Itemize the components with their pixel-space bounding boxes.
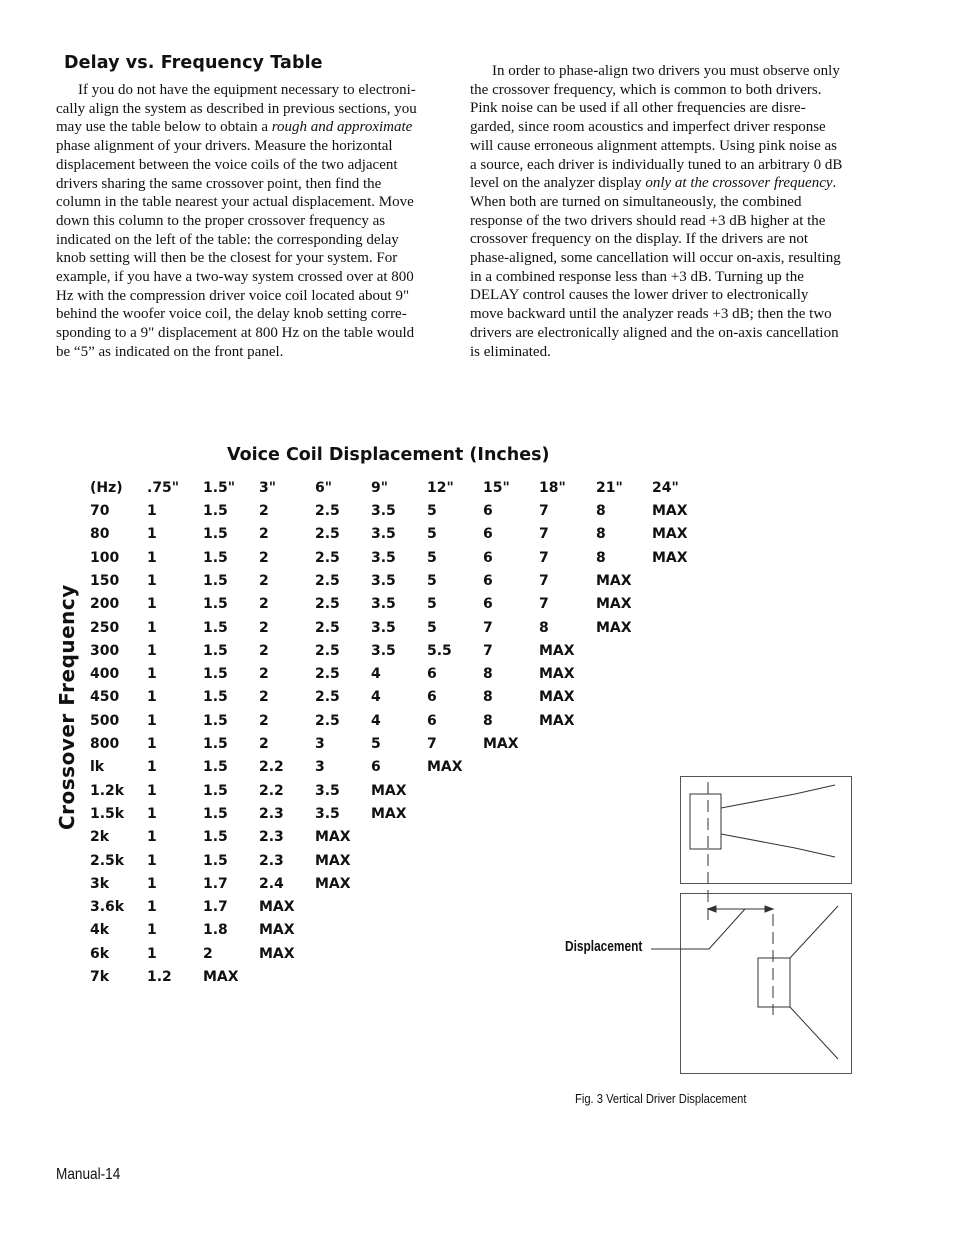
right-paragraph-line: garded, since room acoustics and imperfect driver response <box>470 119 826 136</box>
left-paragraph-line: may use the table below to obtain a rough and approximate <box>56 119 413 136</box>
delay-cell: 1 <box>147 782 157 799</box>
delay-cell: 3.5 <box>371 526 396 543</box>
delay-cell: 7 <box>427 736 437 752</box>
delay-cell: 2.3 <box>259 852 284 869</box>
right-paragraph-line: crossover frequency on the display. If the drivers are not <box>470 231 809 248</box>
delay-cell: 1.5 <box>203 852 228 869</box>
delay-cell: 1.5 <box>203 549 228 566</box>
delay-cell: 1.8 <box>203 922 228 939</box>
delay-cell: 2.3 <box>259 829 284 846</box>
left-paragraph-line: drivers sharing the same crossover point, then find the <box>56 175 382 192</box>
frequency-cell: (Hz) <box>90 480 123 496</box>
delay-cell: 7 <box>539 503 549 519</box>
right-paragraph-line: move backward until the analyzer reads +3 dB; then the two <box>470 306 832 323</box>
right-paragraph-line: will cause erroneous alignment attempts. Using pink noise as <box>470 137 838 154</box>
delay-cell: 1.7 <box>203 899 228 916</box>
delay-cell: 8 <box>596 503 606 519</box>
frequency-cell: 500 <box>90 712 120 729</box>
delay-cell: 15" <box>483 480 510 496</box>
frequency-cell: 2.5k <box>90 852 125 869</box>
delay-cell: MAX <box>539 689 575 706</box>
delay-cell: 1 <box>147 666 157 683</box>
delay-cell: MAX <box>427 759 463 776</box>
frequency-cell: 1.2k <box>90 782 125 799</box>
delay-cell: 2.2 <box>259 759 284 776</box>
delay-cell: 1.5 <box>203 503 228 519</box>
right-paragraph-line: When both are turned on simultaneously, the combined <box>470 193 802 210</box>
delay-cell: 2 <box>259 712 269 729</box>
delay-cell: 6 <box>427 689 437 706</box>
figure-top-panel <box>680 776 852 884</box>
delay-cell: 1 <box>147 619 157 636</box>
right-paragraph-line: response of the two drivers should read +3 dB higher at the <box>470 212 826 229</box>
delay-cell: 5 <box>427 526 437 543</box>
delay-cell: 1.5 <box>203 666 228 683</box>
delay-cell: 2 <box>259 619 269 636</box>
delay-cell: 1 <box>147 736 157 752</box>
delay-cell: 2.5 <box>315 666 340 683</box>
delay-cell: MAX <box>596 572 632 589</box>
right-paragraph-line: is eliminated. <box>470 343 551 360</box>
delay-cell: 1.5 <box>203 805 228 822</box>
frequency-cell: 200 <box>90 596 120 613</box>
delay-cell: 1.5 <box>203 829 228 846</box>
delay-cell: MAX <box>539 642 575 659</box>
delay-cell: 3.5 <box>371 549 396 566</box>
delay-cell: 6 <box>483 503 493 519</box>
right-paragraph-line: level on the analyzer display only at the crossover frequency. <box>470 175 837 192</box>
delay-cell: 2.2 <box>259 782 284 799</box>
delay-cell: 6 <box>371 759 381 776</box>
delay-cell: 1.5 <box>203 782 228 799</box>
delay-cell: 2 <box>259 689 269 706</box>
left-paragraph-line: If you do not have the equipment necessary to electroni- <box>78 82 416 98</box>
delay-cell: 5 <box>427 549 437 566</box>
delay-cell: MAX <box>371 805 407 822</box>
delay-cell: 1 <box>147 922 157 939</box>
delay-cell: MAX <box>259 922 295 939</box>
right-paragraph-line: phase-aligned, some cancellation will occur on-axis, resulting <box>470 250 841 267</box>
delay-cell: 2.5 <box>315 596 340 613</box>
delay-cell: 3.5 <box>371 619 396 636</box>
delay-cell: 6 <box>483 549 493 566</box>
delay-cell: 1.5 <box>203 619 228 636</box>
frequency-cell: lk <box>90 759 105 776</box>
delay-cell: 1 <box>147 549 157 566</box>
frequency-cell: 7k <box>90 969 110 985</box>
delay-cell: 6 <box>427 666 437 683</box>
delay-cell: 2.5 <box>315 526 340 543</box>
left-paragraph-line: be “5” as indicated on the front panel. <box>56 343 284 360</box>
delay-cell: 5 <box>427 619 437 636</box>
delay-cell: MAX <box>259 945 295 962</box>
delay-cell: 3.5 <box>315 805 340 822</box>
delay-cell: 3.5 <box>371 642 396 659</box>
right-paragraph-line: Pink noise can be used if all other frequencies are disre- <box>470 100 806 117</box>
left-column-text <box>56 81 440 362</box>
delay-cell: MAX <box>203 969 239 985</box>
frequency-cell: 1.5k <box>90 805 125 822</box>
frequency-cell: 300 <box>90 642 120 659</box>
delay-cell: 2 <box>259 549 269 566</box>
delay-cell: 4 <box>371 689 381 706</box>
delay-cell: MAX <box>596 619 632 636</box>
delay-cell: 1 <box>147 642 157 659</box>
delay-cell: 5 <box>371 736 381 752</box>
delay-cell: 1.5 <box>203 712 228 729</box>
delay-cell: 3 <box>315 736 325 752</box>
delay-cell: 1 <box>147 689 157 706</box>
frequency-cell: 4k <box>90 922 110 939</box>
axis-label-crossover-frequency: Crossover Frequency <box>55 584 79 830</box>
delay-cell: 1.5 <box>203 596 228 613</box>
delay-cell: 2.5 <box>315 712 340 729</box>
delay-cell: 1.2 <box>147 969 172 985</box>
delay-cell: 1.5 <box>203 736 228 752</box>
delay-cell: 1 <box>147 526 157 543</box>
delay-cell: 2.5 <box>315 619 340 636</box>
delay-cell: 2.5 <box>315 503 340 519</box>
left-paragraph-line: cally align the system as described in previous sections, you <box>56 100 417 117</box>
delay-cell: 8 <box>596 526 606 543</box>
delay-cell: MAX <box>652 549 688 566</box>
delay-cell: MAX <box>652 526 688 543</box>
delay-cell: 2 <box>259 503 269 519</box>
delay-cell: 3" <box>259 480 277 496</box>
delay-cell: 1 <box>147 759 157 776</box>
frequency-cell: 3k <box>90 875 110 892</box>
left-paragraph-line: down this column to the proper crossover frequency as <box>56 212 386 229</box>
delay-cell: 1 <box>147 503 157 519</box>
delay-cell: MAX <box>652 503 688 519</box>
left-paragraph-line: displacement between the voice coils of the two adjacent <box>56 156 398 173</box>
figure-bottom-panel <box>680 893 852 1074</box>
delay-cell: 12" <box>427 480 454 496</box>
frequency-cell: 80 <box>90 526 110 543</box>
right-paragraph-line: drivers are electronically aligned and the on-axis cancellation <box>470 324 839 341</box>
delay-cell: 8 <box>539 619 549 636</box>
delay-cell: 8 <box>483 689 493 706</box>
delay-cell: 21" <box>596 480 623 496</box>
delay-cell: 3.5 <box>371 596 396 613</box>
left-paragraph-line: sponding to a 9" displacement at 800 Hz on the table would <box>56 325 415 342</box>
delay-cell: 2 <box>203 945 213 962</box>
delay-cell: MAX <box>315 829 351 846</box>
delay-cell: 2 <box>259 526 269 543</box>
section-heading: Delay vs. Frequency Table <box>64 53 323 73</box>
delay-cell: 1 <box>147 945 157 962</box>
frequency-cell: 150 <box>90 572 120 589</box>
frequency-cell: 2k <box>90 829 110 846</box>
delay-cell: 3 <box>315 759 325 776</box>
delay-cell: 1 <box>147 899 157 916</box>
frequency-cell: 3.6k <box>90 899 125 916</box>
delay-cell: 5 <box>427 503 437 519</box>
delay-cell: 6 <box>483 572 493 589</box>
delay-cell: 9" <box>371 480 389 496</box>
delay-cell: 18" <box>539 480 566 496</box>
delay-cell: 1.5 <box>203 759 228 776</box>
delay-cell: 7 <box>539 572 549 589</box>
delay-cell: 7 <box>539 526 549 543</box>
delay-cell: 5 <box>427 596 437 613</box>
delay-cell: 7 <box>539 596 549 613</box>
delay-cell: MAX <box>315 852 351 869</box>
delay-cell: 8 <box>596 549 606 566</box>
displacement-label: Displacement <box>565 939 643 955</box>
delay-cell: 5 <box>427 572 437 589</box>
delay-cell: .75" <box>147 480 180 496</box>
delay-cell: 2 <box>259 642 269 659</box>
delay-cell: 1 <box>147 805 157 822</box>
right-paragraph-line: In order to phase-align two drivers you must observe only <box>492 63 840 79</box>
left-paragraph-line: phase alignment of your drivers. Measure the horizontal <box>56 138 393 155</box>
frequency-cell: 400 <box>90 666 120 683</box>
delay-cell: 2.5 <box>315 642 340 659</box>
left-paragraph-line: indicated on the left of the table: the corresponding delay <box>56 231 399 248</box>
delay-cell: 1 <box>147 572 157 589</box>
delay-cell: 2 <box>259 666 269 683</box>
table-title: Voice Coil Displacement (Inches) <box>227 445 550 465</box>
right-paragraph-line: DELAY control causes the lower driver to electronically <box>470 287 809 304</box>
frequency-cell: 6k <box>90 945 110 962</box>
delay-cell: MAX <box>539 666 575 683</box>
delay-cell: 3.5 <box>315 782 340 799</box>
delay-cell: MAX <box>539 712 575 729</box>
delay-cell: MAX <box>371 782 407 799</box>
left-paragraph-line: column in the table nearest your actual displacement. Move <box>56 194 414 211</box>
frequency-cell: 250 <box>90 619 120 636</box>
right-paragraph-line: a source, each driver is individually tuned to an arbitrary 0 dB <box>470 156 843 173</box>
delay-cell: 4 <box>371 666 381 683</box>
delay-cell: 1 <box>147 712 157 729</box>
right-paragraph-line: the crossover frequency, which is common to both drivers. <box>470 81 822 98</box>
left-paragraph-line: Hz with the compression driver voice coil located about 9" <box>56 287 410 304</box>
delay-cell: 2 <box>259 572 269 589</box>
delay-cell: 3.5 <box>371 572 396 589</box>
delay-cell: 2.5 <box>315 572 340 589</box>
frequency-cell: 70 <box>90 503 110 519</box>
delay-cell: 1.7 <box>203 875 228 892</box>
delay-cell: 6 <box>427 712 437 729</box>
delay-cell: 6 <box>483 596 493 613</box>
delay-cell: 1 <box>147 852 157 869</box>
delay-cell: MAX <box>483 736 519 752</box>
delay-cell: 1.5 <box>203 526 228 543</box>
delay-cell: 24" <box>652 480 679 496</box>
delay-cell: 2.5 <box>315 689 340 706</box>
delay-cell: 7 <box>483 642 493 659</box>
delay-cell: 2.4 <box>259 875 284 892</box>
frequency-cell: 450 <box>90 689 120 706</box>
delay-cell: 2.5 <box>315 549 340 566</box>
delay-cell: 1.5 <box>203 642 228 659</box>
delay-cell: 1.5 <box>203 689 228 706</box>
right-paragraph-line: in a combined response less than +3 dB. Turning up the <box>470 268 804 285</box>
delay-cell: 7 <box>539 549 549 566</box>
delay-cell: 1 <box>147 596 157 613</box>
page-number: Manual-14 <box>56 1166 121 1183</box>
delay-cell: 4 <box>371 712 381 729</box>
delay-cell: 1.5 <box>203 572 228 589</box>
delay-cell: MAX <box>315 875 351 892</box>
delay-cell: 3.5 <box>371 503 396 519</box>
left-paragraph-line: example, if you have a two-way system crossed over at 800 <box>56 269 414 286</box>
delay-cell: 1 <box>147 875 157 892</box>
delay-cell: 2 <box>259 736 269 752</box>
delay-cell: 8 <box>483 666 493 683</box>
delay-cell: MAX <box>259 899 295 916</box>
left-paragraph-line: behind the woofer voice coil, the delay knob setting corre- <box>56 306 407 323</box>
delay-cell: 1.5" <box>203 480 236 496</box>
delay-cell: 6 <box>483 526 493 543</box>
delay-cell: 2.3 <box>259 805 284 822</box>
delay-cell: 2 <box>259 596 269 613</box>
delay-cell: 5.5 <box>427 642 452 659</box>
frequency-cell: 800 <box>90 736 120 752</box>
figure-caption: Fig. 3 Vertical Driver Displacement <box>575 1091 747 1106</box>
delay-cell: 7 <box>483 619 493 636</box>
delay-cell: 8 <box>483 712 493 729</box>
left-paragraph-line: knob setting will then be the closest for your system. For <box>56 250 398 267</box>
right-column-text <box>470 62 864 361</box>
delay-cell: 6" <box>315 480 333 496</box>
delay-cell: MAX <box>596 596 632 613</box>
frequency-cell: 100 <box>90 549 120 566</box>
delay-cell: 1 <box>147 829 157 846</box>
